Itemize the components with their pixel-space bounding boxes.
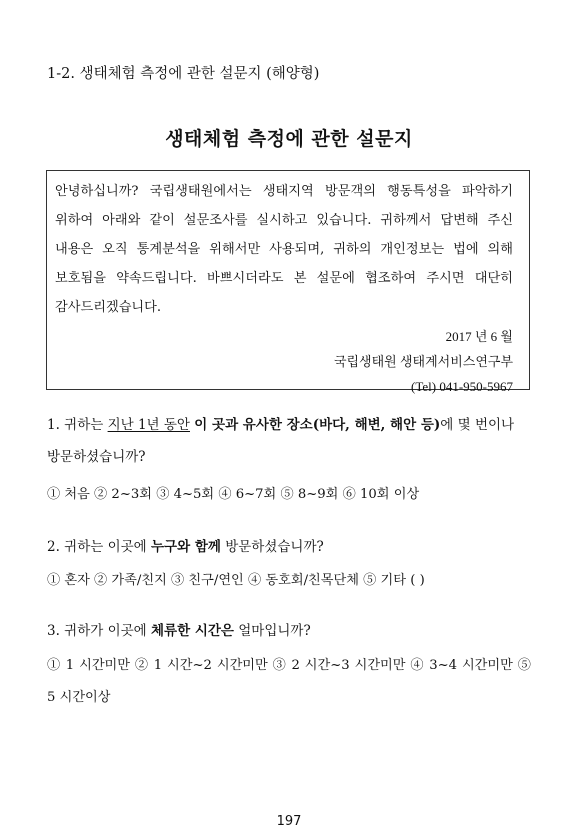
question-3-stay: 체류한 시간은 [151,623,234,639]
organization-name: 국립생태원 생태계서비스연구부 [333,354,513,369]
survey-title: 생태체험 측정에 관한 설문지 [165,128,413,150]
question-1-period: 지난 1년 동안 [107,417,190,433]
question-3 [47,619,311,639]
question-2-number: 2. 귀하는 이곳에 [47,539,151,555]
question-2-options: ① 혼자 ② 가족/친지 ③ 친구/연인 ④ 동호회/친목단체 ⑤ 기타 ( ) [47,573,425,588]
page-number: 197 [276,814,302,829]
question-1-place: 이 곳과 유사한 장소(바다, 해변, 해안 등) [194,417,441,433]
intro-line: 감사드리겠습니다. [55,300,162,315]
intro-line: 위하여 아래와 같이 설문조사를 실시하고 있습니다. 귀하께서 답변해 주신 [55,213,513,228]
question-1 [47,413,514,433]
question-1-rest: 에 몇 번이나 [440,417,515,433]
survey-date: 2017 년 6 월 [445,329,513,344]
section-heading: 1-2. 생태체험 측정에 관한 설문지 (해양형) [47,66,320,82]
contact-phone: (Tel) 041-950-5967 [411,379,513,394]
question-1-number: 1. 귀하는 [47,417,108,433]
intro-line: 보호됨을 약속드립니다. 바쁘시더라도 본 설문에 협조하여 주시면 대단히 [55,271,513,286]
question-1-continued: 방문하셨습니까? [47,449,146,465]
intro-box [46,170,530,394]
question-2 [47,535,324,555]
question-2-rest: 방문하셨습니까? [220,539,324,555]
intro-line: 안녕하십니까? 국립생태원에서는 생태지역 방문객의 행동특성을 파악하기 [55,184,513,199]
question-3-options: ① 1 시간미만 ② 1 시간~2 시간미만 ③ 2 시간~3 시간미만 ④ 3~4 시간미만 ⑤ [47,658,531,673]
question-1-options: ① 처음 ② 2~3회 ③ 4~5회 ④ 6~7회 ⑤ 8~9회 ⑥ 10회 이상 [47,487,420,502]
question-3-options-continued: 5 시간이상 [47,690,111,705]
question-2-companion: 누구와 함께 [151,539,221,555]
question-3-number: 3. 귀하가 이곳에 [47,623,151,639]
intro-line: 내용은 오직 통계분석을 위해서만 사용되며, 귀하의 개인정보는 법에 의해 [55,242,513,257]
question-3-rest: 얼마입니까? [233,623,311,639]
